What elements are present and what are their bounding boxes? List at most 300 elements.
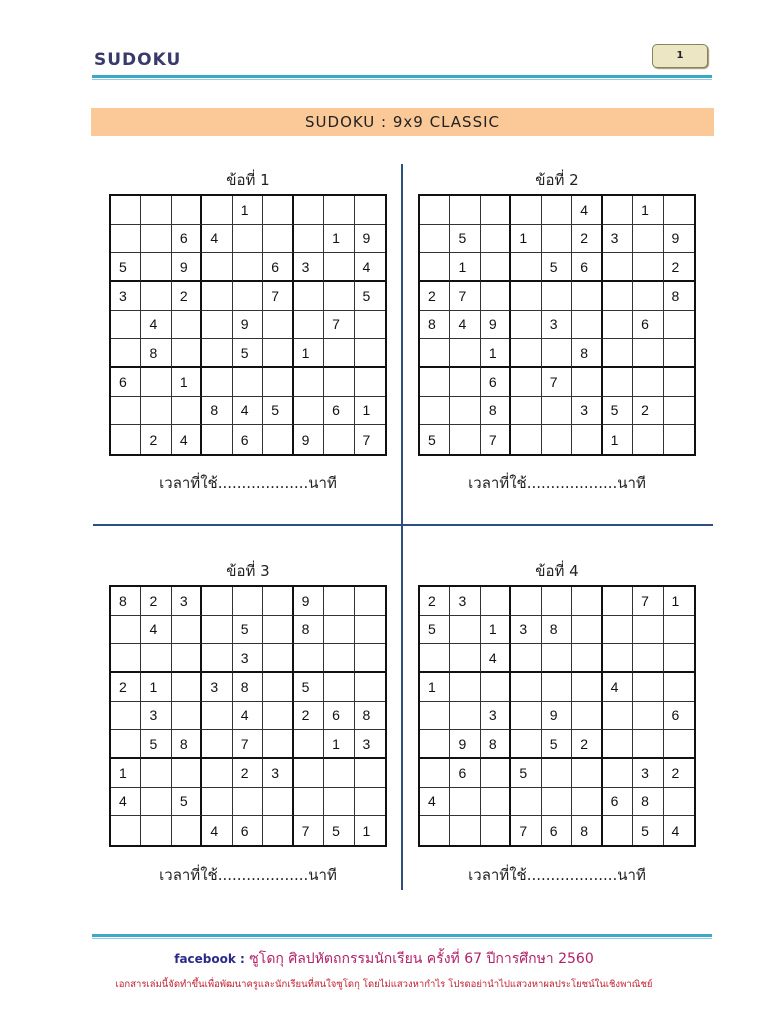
- sudoku-cell: 5: [111, 253, 141, 282]
- sudoku-cell: [202, 759, 232, 788]
- sudoku-cell: [481, 282, 511, 311]
- sudoku-cell: [294, 311, 324, 340]
- sudoku-cell: [202, 339, 232, 368]
- sudoku-cell: 3: [572, 397, 602, 426]
- sudoku-cell: [172, 816, 202, 845]
- sudoku-cell: [450, 368, 480, 397]
- sudoku-cell: [420, 816, 450, 845]
- sudoku-cell: [263, 816, 293, 845]
- sudoku-cell: [633, 339, 663, 368]
- sudoku-cell: [542, 759, 572, 788]
- sudoku-cell: 7: [362, 431, 371, 448]
- sudoku-cell: 3: [111, 282, 141, 311]
- sudoku-cell: [633, 644, 663, 673]
- sudoku-cell: [141, 788, 171, 817]
- sudoku-cell: [572, 425, 602, 454]
- sudoku-cell: [111, 225, 141, 254]
- sudoku-cell: [420, 196, 450, 225]
- sudoku-cell: [542, 339, 572, 368]
- sudoku-cell: 8: [172, 730, 202, 759]
- sudoku-cell: 4: [481, 644, 511, 673]
- sudoku-cell: [603, 282, 633, 311]
- sudoku-cell: 8: [481, 397, 511, 426]
- sudoku-cell: [294, 282, 324, 311]
- sudoku-cell: 3: [355, 730, 385, 759]
- sudoku-cell: [141, 644, 171, 673]
- sudoku-cell: [111, 397, 141, 426]
- sudoku-cell: [603, 759, 633, 788]
- sudoku-cell: 8: [233, 673, 263, 702]
- sudoku-cell: 1: [481, 616, 511, 645]
- sudoku-cell: [450, 644, 480, 673]
- sudoku-cell: 5: [450, 225, 480, 254]
- sudoku-cell: [324, 282, 354, 311]
- puzzle-2-time-label: เวลาที่ใช้...................นาที: [468, 474, 646, 492]
- sudoku-cell: 7: [511, 816, 541, 845]
- sudoku-cell: [324, 368, 354, 397]
- sudoku-cell: [111, 196, 141, 225]
- sudoku-cell: 9: [233, 311, 263, 340]
- sudoku-cell: [202, 425, 232, 454]
- sudoku-cell: 3: [172, 587, 202, 616]
- sudoku-cell: [111, 616, 141, 645]
- sudoku-cell: [355, 673, 385, 702]
- sudoku-cell: 3: [511, 616, 541, 645]
- sudoku-cell: [542, 225, 572, 254]
- sudoku-cell: [355, 788, 385, 817]
- sudoku-cell: [572, 311, 602, 340]
- sudoku-cell: [233, 587, 263, 616]
- sudoku-cell: [324, 425, 354, 454]
- sudoku-cell: 5: [141, 730, 171, 759]
- sudoku-cell: [511, 282, 541, 311]
- sudoku-cell: 6: [450, 759, 480, 788]
- puzzle-2-label: ข้อที่ 2: [535, 171, 579, 189]
- sudoku-cell: [420, 759, 450, 788]
- sudoku-cell: [263, 196, 293, 225]
- sudoku-cell: [664, 196, 694, 225]
- sudoku-cell: 1: [233, 196, 263, 225]
- sudoku-cell: [542, 788, 572, 817]
- sudoku-cell: [324, 339, 354, 368]
- sudoku-cell: 1: [420, 673, 450, 702]
- sudoku-cell: 1: [355, 397, 385, 426]
- sudoku-cell: [450, 673, 480, 702]
- sudoku-cell: [481, 673, 511, 702]
- sudoku-cell: [263, 587, 293, 616]
- sudoku-cell: 2: [141, 425, 171, 454]
- sudoku-cell: 2: [172, 282, 202, 311]
- sudoku-cell: [603, 616, 633, 645]
- sudoku-cell: 9: [481, 311, 511, 340]
- sudoku-cell: [172, 339, 202, 368]
- sudoku-cell: 5: [355, 282, 385, 311]
- sudoku-cell: 2: [233, 759, 263, 788]
- footer-credit: [0, 948, 768, 970]
- sudoku-cell: 2: [420, 282, 450, 311]
- puzzle-3-label: ข้อที่ 3: [226, 562, 270, 580]
- sudoku-cell: [202, 311, 232, 340]
- sudoku-cell: [141, 368, 171, 397]
- sudoku-cell: [481, 587, 511, 616]
- sudoku-cell: [355, 644, 385, 673]
- sudoku-cell: 8: [420, 311, 450, 340]
- sudoku-cell: [664, 368, 694, 397]
- sudoku-cell: 6: [542, 816, 572, 845]
- sudoku-cell: 9: [294, 425, 324, 454]
- sudoku-cell: [511, 730, 541, 759]
- sudoku-cell: [111, 816, 141, 845]
- sudoku-cell: 8: [664, 282, 694, 311]
- sudoku-cell: 2: [141, 587, 171, 616]
- sudoku-cell: [263, 702, 293, 731]
- sudoku-cell: 4: [450, 311, 480, 340]
- sudoku-cell: [263, 644, 293, 673]
- sudoku-cell: [664, 730, 694, 759]
- header-divider: [92, 75, 712, 78]
- sudoku-cell: 1: [324, 730, 354, 759]
- sudoku-cell: [324, 644, 354, 673]
- sudoku-cell: [111, 339, 141, 368]
- sudoku-cell: 5: [633, 816, 663, 845]
- sudoku-cell: 3: [450, 587, 480, 616]
- sudoku-cell: 7: [263, 282, 293, 311]
- puzzle-4-grid: [418, 585, 696, 847]
- sudoku-cell: 5: [172, 788, 202, 817]
- sudoku-cell: 6: [233, 816, 263, 845]
- puzzle-4-label: ข้อที่ 4: [535, 562, 579, 580]
- sudoku-cell: 3: [202, 673, 232, 702]
- sudoku-cell: 1: [362, 822, 371, 839]
- sudoku-cell: [633, 282, 663, 311]
- sudoku-cell: [202, 253, 232, 282]
- horizontal-divider: [93, 524, 713, 526]
- sudoku-cell: [572, 759, 602, 788]
- sudoku-cell: 1: [481, 339, 511, 368]
- sudoku-cell: [263, 788, 293, 817]
- sudoku-cell: [450, 702, 480, 731]
- sudoku-cell: [263, 339, 293, 368]
- sudoku-cell: 5: [603, 397, 633, 426]
- sudoku-cell: [481, 759, 511, 788]
- sudoku-cell: [633, 730, 663, 759]
- sudoku-cell: 8: [572, 339, 602, 368]
- sudoku-cell: [141, 816, 171, 845]
- sudoku-cell: [542, 673, 572, 702]
- sudoku-cell: 9: [450, 730, 480, 759]
- sudoku-cell: [664, 311, 694, 340]
- sudoku-cell: [111, 425, 141, 454]
- sudoku-cell: [172, 702, 202, 731]
- sudoku-cell: [511, 311, 541, 340]
- sudoku-cell: [355, 616, 385, 645]
- sudoku-cell: [664, 644, 694, 673]
- footer-disclaimer: เอกสารเล่มนี้จัดทำขึ้นเพื่อพัฒนาครูและนักเรียนที่สนใจซูโดกุ โดยไม่แสวงหากำไร โปรดอย่านำไปแสวงหาผลประโยชน์ในเชิงพาณิชย์: [115, 979, 653, 990]
- sudoku-cell: [633, 368, 663, 397]
- sudoku-cell: 1: [511, 225, 541, 254]
- sudoku-cell: [450, 339, 480, 368]
- sudoku-cell: 5: [511, 759, 541, 788]
- sudoku-cell: 3: [633, 759, 663, 788]
- sudoku-cell: 4: [202, 816, 232, 845]
- sudoku-cell: 5: [542, 253, 572, 282]
- footer-divider-thin: [92, 938, 712, 939]
- sudoku-cell: [420, 253, 450, 282]
- puzzle-1-time-label: เวลาที่ใช้...................นาที: [159, 474, 337, 492]
- sudoku-cell: 2: [294, 702, 324, 731]
- sudoku-cell: 6: [172, 225, 202, 254]
- sudoku-cell: 8: [355, 702, 385, 731]
- sudoku-cell: [233, 282, 263, 311]
- sudoku-cell: [141, 225, 171, 254]
- sudoku-cell: [633, 616, 663, 645]
- sudoku-cell: [111, 311, 141, 340]
- sudoku-cell: [233, 225, 263, 254]
- sudoku-cell: [450, 616, 480, 645]
- sudoku-cell: [542, 644, 572, 673]
- sudoku-cell: [263, 311, 293, 340]
- sudoku-cell: 1: [141, 673, 171, 702]
- sudoku-cell: [603, 196, 633, 225]
- sudoku-cell: [511, 196, 541, 225]
- sudoku-cell: [603, 339, 633, 368]
- sudoku-cell: [355, 196, 385, 225]
- sudoku-cell: 7: [542, 368, 572, 397]
- sudoku-cell: 3: [481, 702, 511, 731]
- sudoku-cell: [450, 788, 480, 817]
- sudoku-cell: [141, 282, 171, 311]
- sudoku-cell: [603, 311, 633, 340]
- sudoku-cell: 5: [420, 425, 450, 454]
- header-title: SUDOKU: [94, 50, 182, 70]
- sudoku-cell: [202, 282, 232, 311]
- sudoku-cell: 6: [324, 397, 354, 426]
- sudoku-cell: 2: [111, 673, 141, 702]
- sudoku-cell: [324, 673, 354, 702]
- sudoku-cell: [355, 587, 385, 616]
- sudoku-cell: [603, 644, 633, 673]
- sudoku-cell: [324, 759, 354, 788]
- sudoku-cell: [420, 702, 450, 731]
- sudoku-cell: [542, 196, 572, 225]
- sudoku-cell: [420, 730, 450, 759]
- sudoku-cell: 6: [481, 368, 511, 397]
- sudoku-cell: [294, 397, 324, 426]
- sudoku-cell: [481, 788, 511, 817]
- sudoku-cell: 8: [633, 788, 663, 817]
- sudoku-cell: 2: [572, 225, 602, 254]
- sudoku-cell: [202, 368, 232, 397]
- sudoku-cell: 5: [294, 673, 324, 702]
- sudoku-cell: [355, 339, 385, 368]
- sudoku-cell: [172, 644, 202, 673]
- sudoku-cell: [294, 196, 324, 225]
- sudoku-cell: [355, 759, 385, 788]
- sudoku-cell: [603, 587, 633, 616]
- sudoku-cell: [141, 196, 171, 225]
- sudoku-cell: 2: [664, 253, 694, 282]
- sudoku-cell: [511, 702, 541, 731]
- sudoku-cell: 8: [481, 730, 511, 759]
- sudoku-cell: 3: [294, 253, 324, 282]
- sudoku-cell: 8: [542, 616, 572, 645]
- sudoku-cell: [572, 673, 602, 702]
- sudoku-cell: 2: [420, 587, 450, 616]
- sudoku-cell: [572, 368, 602, 397]
- sudoku-cell: 4: [141, 311, 171, 340]
- puzzle-1-label: ข้อที่ 1: [226, 171, 270, 189]
- sudoku-cell: [324, 788, 354, 817]
- sudoku-cell: 8: [294, 616, 324, 645]
- sudoku-cell: [355, 368, 385, 397]
- sudoku-cell: [542, 425, 572, 454]
- sudoku-cell: [263, 225, 293, 254]
- sudoku-cell: [420, 397, 450, 426]
- sudoku-cell: [603, 702, 633, 731]
- sudoku-cell: [572, 788, 602, 817]
- sudoku-cell: 6: [603, 788, 633, 817]
- footer-divider: [92, 934, 712, 937]
- sudoku-cell: [481, 253, 511, 282]
- sudoku-cell: [172, 673, 202, 702]
- sudoku-cell: 3: [141, 702, 171, 731]
- sudoku-cell: [633, 702, 663, 731]
- sudoku-cell: [233, 788, 263, 817]
- sudoku-cell: 6: [664, 702, 694, 731]
- sudoku-cell: [141, 397, 171, 426]
- sudoku-cell: 4: [671, 822, 680, 839]
- sudoku-cell: [511, 788, 541, 817]
- section-banner: SUDOKU : 9x9 CLASSIC: [91, 108, 714, 136]
- sudoku-cell: 5: [263, 397, 293, 426]
- sudoku-cell: 5: [233, 339, 263, 368]
- sudoku-cell: 6: [233, 425, 263, 454]
- sudoku-cell: 4: [233, 397, 263, 426]
- sudoku-cell: [450, 816, 480, 845]
- sudoku-cell: 4: [233, 702, 263, 731]
- sudoku-cell: [111, 702, 141, 731]
- sudoku-cell: [172, 616, 202, 645]
- sudoku-cell: [572, 587, 602, 616]
- sudoku-cell: 1: [633, 196, 663, 225]
- sudoku-cell: 1: [294, 339, 324, 368]
- sudoku-cell: [111, 730, 141, 759]
- sudoku-cell: [324, 196, 354, 225]
- sudoku-cell: 9: [542, 702, 572, 731]
- sudoku-cell: 9: [172, 253, 202, 282]
- sudoku-cell: [511, 253, 541, 282]
- sudoku-cell: [294, 225, 324, 254]
- sudoku-cell: [202, 788, 232, 817]
- sudoku-cell: [633, 673, 663, 702]
- sudoku-cell: [263, 673, 293, 702]
- sudoku-cell: 3: [603, 225, 633, 254]
- sudoku-cell: [481, 816, 511, 845]
- sudoku-cell: [202, 644, 232, 673]
- sudoku-cell: 4: [172, 425, 202, 454]
- sudoku-cell: [603, 730, 633, 759]
- sudoku-cell: [202, 616, 232, 645]
- sudoku-cell: 4: [141, 616, 171, 645]
- sudoku-cell: 5: [542, 730, 572, 759]
- facebook-label: facebook :: [174, 952, 245, 966]
- sudoku-cell: 1: [324, 225, 354, 254]
- sudoku-cell: [202, 702, 232, 731]
- sudoku-cell: [141, 759, 171, 788]
- sudoku-cell: [481, 196, 511, 225]
- sudoku-cell: 1: [172, 368, 202, 397]
- sudoku-cell: [202, 587, 232, 616]
- sudoku-cell: 8: [111, 587, 141, 616]
- sudoku-cell: [511, 644, 541, 673]
- sudoku-cell: 1: [111, 759, 141, 788]
- sudoku-cell: 2: [572, 730, 602, 759]
- sudoku-cell: [172, 311, 202, 340]
- sudoku-cell: [664, 673, 694, 702]
- sudoku-cell: [420, 339, 450, 368]
- sudoku-cell: [172, 759, 202, 788]
- sudoku-cell: 7: [481, 425, 511, 454]
- sudoku-cell: 7: [633, 587, 663, 616]
- sudoku-cell: 7: [233, 730, 263, 759]
- sudoku-cell: [481, 225, 511, 254]
- sudoku-cell: [172, 196, 202, 225]
- sudoku-cell: 2: [633, 397, 663, 426]
- sudoku-cell: [355, 311, 385, 340]
- sudoku-cell: [664, 339, 694, 368]
- sudoku-cell: 9: [355, 225, 385, 254]
- sudoku-cell: [294, 644, 324, 673]
- sudoku-cell: [420, 225, 450, 254]
- sudoku-cell: [664, 397, 694, 426]
- sudoku-cell: [511, 339, 541, 368]
- sudoku-cell: [542, 397, 572, 426]
- sudoku-cell: 4: [355, 253, 385, 282]
- sudoku-cell: 3: [233, 644, 263, 673]
- sudoku-cell: [141, 253, 171, 282]
- sudoku-cell: [324, 253, 354, 282]
- sudoku-cell: [511, 368, 541, 397]
- sudoku-cell: 1: [603, 425, 633, 454]
- sudoku-cell: [233, 368, 263, 397]
- sudoku-cell: [294, 730, 324, 759]
- sudoku-cell: 4: [111, 788, 141, 817]
- page-number-badge: 1: [652, 44, 708, 68]
- sudoku-cell: 8: [572, 816, 602, 845]
- sudoku-cell: [542, 587, 572, 616]
- sudoku-cell: [294, 368, 324, 397]
- sudoku-cell: 6: [111, 368, 141, 397]
- sudoku-cell: [603, 816, 633, 845]
- sudoku-cell: 1: [664, 587, 694, 616]
- sudoku-cell: 6: [263, 253, 293, 282]
- sudoku-cell: [420, 644, 450, 673]
- sudoku-cell: [172, 397, 202, 426]
- sudoku-cell: [542, 282, 572, 311]
- sudoku-cell: 9: [664, 225, 694, 254]
- puzzle-1-grid: [109, 194, 387, 456]
- sudoku-cell: [603, 368, 633, 397]
- sudoku-cell: 5: [233, 616, 263, 645]
- sudoku-cell: [450, 425, 480, 454]
- sudoku-cell: [633, 253, 663, 282]
- sudoku-cell: 4: [420, 788, 450, 817]
- sudoku-cell: [664, 425, 694, 454]
- sudoku-cell: [572, 616, 602, 645]
- sudoku-cell: [450, 397, 480, 426]
- puzzle-3-grid: [109, 585, 387, 847]
- puzzle-3-time-label: เวลาที่ใช้...................นาที: [159, 866, 337, 884]
